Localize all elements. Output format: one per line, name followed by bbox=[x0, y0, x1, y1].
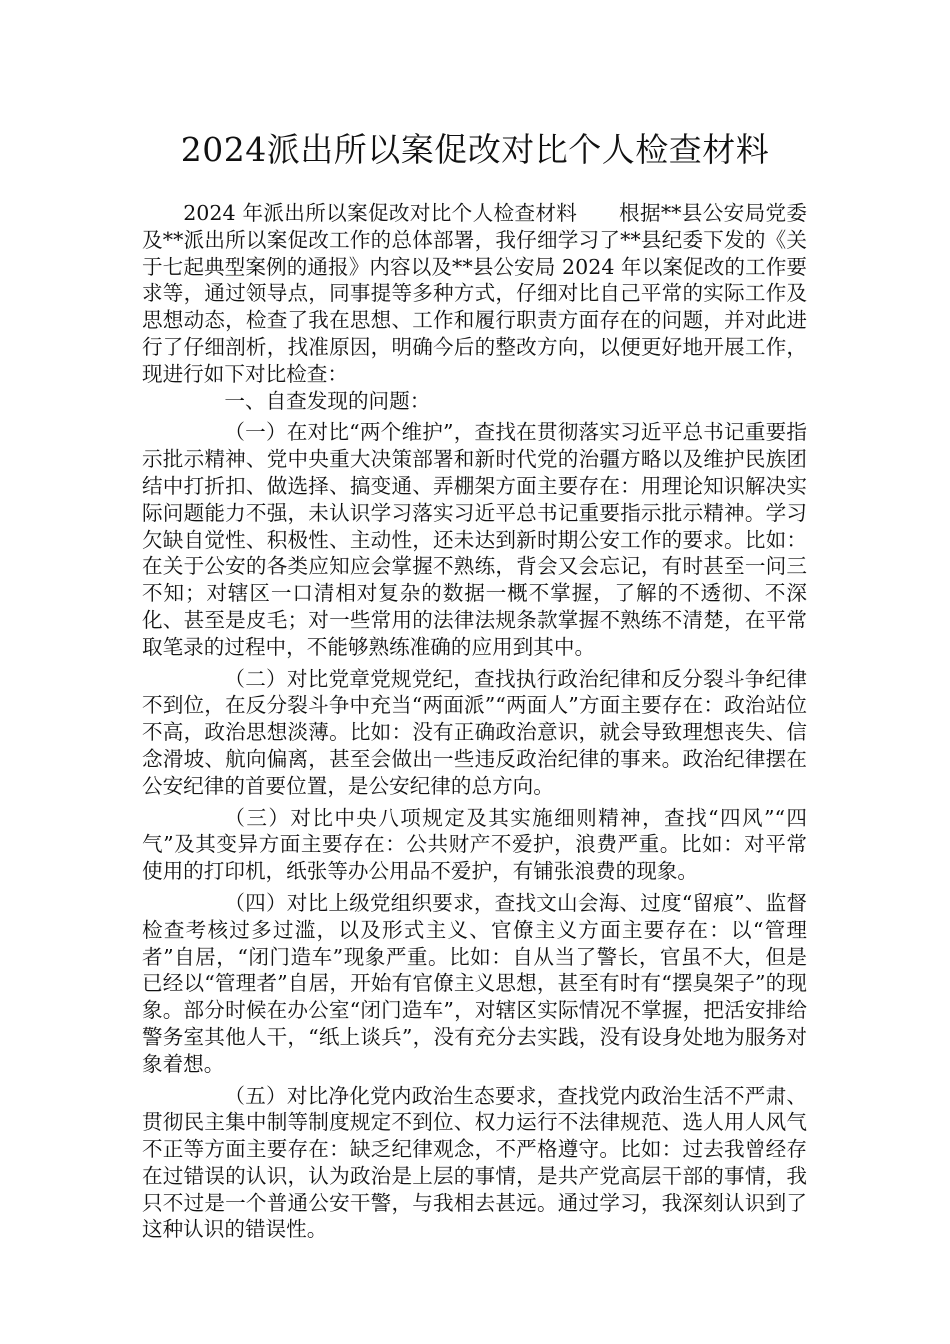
item-paragraph-3: （三）对比中央八项规定及其实施细则精神，查找“四风”“四气”及其变异方面主要存在：公共财产不爱护，浪费严重。比如：对平常使用的打印机，纸张等办公用品不爱护，有铺张浪费的现象。 bbox=[142, 805, 807, 884]
document-body bbox=[142, 200, 807, 1243]
intro-paragraph: 2024 年派出所以案促改对比个人检查材料 根据**县公安局党委及**派出所以案促改工作的总体部署，我仔细学习了**县纪委下发的《关于七起典型案例的通报》内容以及**县公安局 2024 年以案促改的工作要求等，通过领导点，同事提等多种方式，仔细对比自己平常的实际工作及思想动态，检查了我在思想、工作和履行职责方面存在的问题，并对此进行了仔细剖析，找准原因，明确今后的整改方向，以便更好地开展工作，现进行如下对比检查： bbox=[142, 201, 807, 386]
item-paragraph-5: （五）对比净化党内政治生态要求，查找党内政治生活不严肃、贯彻民主集中制等制度规定不到位、权力运行不法律规范、选人用人风气不正等方面主要存在：缺乏纪律观念，不严格遵守。比如：过去我曾经存在过错误的认识，认为政治是上层的事情，是共产党高层干部的事情，我只不过是一个普通公安干警，与我相去甚远。通过学习，我深刻认识到了这种认识的错误性。 bbox=[142, 1083, 807, 1242]
document-title: 2024派出所以案促改对比个人检查材料 bbox=[180, 130, 770, 169]
item-paragraph-2: （二）对比党章党规党纪，查找执行政治纪律和反分裂斗争纪律不到位，在反分裂斗争中充当“两面派”“两面人”方面主要存在：政治站位不高，政治思想淡薄。比如：没有正确政治意识，就会导致理想丧失、信念滑坡、航向偏离，甚至会做出一些违反政治纪律的事来。政治纪律摆在公安纪律的首要位置，是公安纪律的总方向。 bbox=[142, 666, 807, 798]
section-heading: 一、自查发现的问题： bbox=[224, 388, 431, 413]
item-paragraph-1: （一）在对比“两个维护”，查找在贯彻落实习近平总书记重要指示批示精神、党中央重大决策部署和新时代党的治疆方略以及维护民族团结中打折扣、做选择、搞变通、弄棚架方面主要存在：用理论知识解决实际问题能力不强，未认识学习落实习近平总书记重要指示批示精神。学习欠缺自觉性、积极性、主动性，还未达到新时期公安工作的要求。比如：在关于公安的各类应知应会掌握不熟练，背会又会忘记，有时甚至一问三不知；对辖区一口清相对复杂的数据一概不掌握，了解的不透彻、不深化、甚至是皮毛；对一些常用的法律法规条款掌握不熟练不清楚，在平常取笔录的过程中，不能够熟练准确的应用到其中。 bbox=[142, 420, 807, 659]
item-paragraph-4: （四）对比上级党组织要求，查找文山会海、过度“留痕”、监督检查考核过多过滥，以及形式主义、官僚主义方面主要存在：以“管理者”自居，“闭门造车”现象严重。比如：自从当了警长，官虽不大，但是已经以“管理者”自居，开始有官僚主义思想，甚至有时有“摆臭架子”的现象。部分时候在办公室“闭门造车”，对辖区实际情况不掌握，把活安排给警务室其他人干，“纸上谈兵”，没有充分去实践，没有设身处地为服务对象着想。 bbox=[142, 890, 807, 1076]
